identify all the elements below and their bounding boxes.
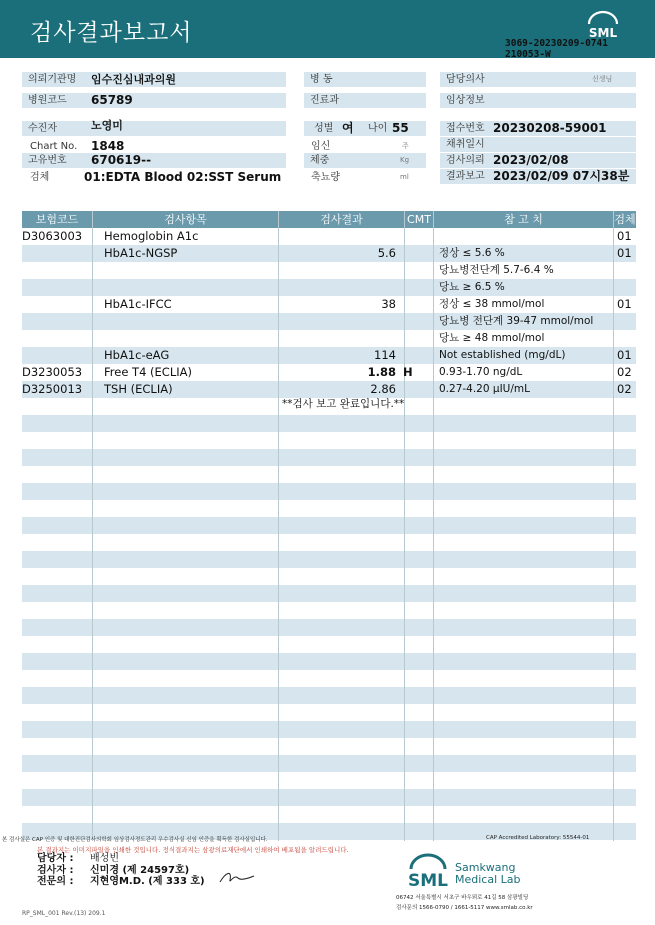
hospital-code-value: 65789 bbox=[91, 93, 133, 107]
cell-result: 38 bbox=[381, 297, 396, 311]
cell-code: D3063003 bbox=[22, 229, 83, 243]
lab-name: Samkwang Medical Lab bbox=[455, 861, 521, 886]
sml-footer-logo-icon bbox=[404, 852, 452, 892]
cell-item: HbA1c-NGSP bbox=[104, 246, 178, 260]
cell-specimen: 01 bbox=[617, 348, 632, 362]
report-id: 3069-20230209-0741 210053-W bbox=[505, 38, 608, 60]
pregnancy-label: 임신 bbox=[311, 141, 331, 152]
receipt-row: 접수번호 bbox=[440, 121, 636, 136]
cell-reference: 당뇨병 전단계 39-47 mmol/mol bbox=[439, 315, 594, 327]
id-value: 670619-- bbox=[91, 153, 152, 167]
chart-label: Chart No. bbox=[30, 141, 78, 152]
id-row: 고유번호 bbox=[22, 153, 286, 168]
table-stripe bbox=[22, 619, 636, 636]
age-label: 나이 bbox=[368, 123, 388, 134]
column-divider bbox=[404, 211, 405, 841]
specialist-value: 지현영M.D. (제 333 호) bbox=[90, 876, 205, 887]
table-stripe bbox=[22, 449, 636, 466]
cell-specimen: 01 bbox=[617, 246, 632, 260]
cell-result: 114 bbox=[374, 348, 396, 362]
hospital-code-row: 병원코드 bbox=[22, 93, 286, 108]
cell-flag: H bbox=[403, 365, 413, 379]
table-stripe bbox=[22, 755, 636, 772]
receipt-value: 20230208-59001 bbox=[493, 121, 607, 135]
cell-item: HbA1c-eAG bbox=[104, 348, 170, 362]
image-copy-warning: 본 결과지는 이미지파일을 인쇄한 것입니다. 정식결과지는 삼광의료재단에서 인쇄하여 배포됨을 알려드립니다. bbox=[37, 846, 349, 854]
lab-address: 06742 서울특별시 서초구 바우뫼로 41길 58 삼광빌딩 bbox=[396, 895, 529, 901]
cell-reference: 당뇨 ≥ 6.5 % bbox=[439, 281, 505, 293]
col-header-specimen: 검체 bbox=[614, 213, 636, 226]
cell-item: TSH (ECLIA) bbox=[104, 382, 173, 396]
institution-row: 의뢰기관명 bbox=[22, 72, 286, 87]
table-stripe bbox=[22, 653, 636, 670]
report-complete-message: **검사 보고 완료입니다.** bbox=[282, 398, 405, 410]
cell-code: D3230053 bbox=[22, 365, 83, 379]
report-date-value: 2023/02/09 07시38분 bbox=[493, 169, 630, 183]
form-code: RP_SML_001 Rev.(13) 209.1 bbox=[22, 910, 106, 917]
svg-text:SML: SML bbox=[588, 26, 618, 40]
lab-contact: 검사문의 1566-0790 / 1661-5117 www.smlab.co.kr bbox=[396, 905, 533, 911]
cell-item: Hemoglobin A1c bbox=[104, 229, 199, 243]
certification-note: 본 검사실은 CAP 인증 및 대한진단검사의학회 임상검사정도관리 우수검사실 신임 인증을 획득한 검사실입니다. bbox=[2, 837, 268, 843]
col-header-code: 보험코드 bbox=[22, 211, 92, 228]
department-label: 진료과 bbox=[304, 93, 426, 108]
table-stripe bbox=[22, 687, 636, 704]
col-header-reference: 참 고 치 bbox=[434, 211, 613, 228]
report-date-row: 결과보고 bbox=[440, 169, 636, 184]
signature-icon bbox=[218, 868, 258, 886]
cell-reference: 0.27-4.20 μIU/mL bbox=[439, 383, 530, 395]
chart-value: 1848 bbox=[91, 139, 125, 153]
specimen-value: 01:EDTA Blood 02:SST Serum bbox=[84, 170, 282, 184]
cell-code: D3250013 bbox=[22, 382, 83, 396]
age-value: 55 bbox=[392, 121, 409, 135]
cell-result: 1.88 bbox=[367, 365, 396, 379]
examiner-value: 신미경 (제 24597호) bbox=[90, 865, 190, 876]
col-header-cmt: CMT bbox=[405, 211, 433, 228]
patient-row: 수진자 bbox=[22, 121, 286, 136]
collection-row: 채취일시 bbox=[440, 137, 636, 152]
cell-reference: 0.93-1.70 ng/dL bbox=[439, 366, 523, 378]
column-divider bbox=[92, 211, 93, 841]
cell-specimen: 01 bbox=[617, 229, 632, 243]
table-stripe bbox=[22, 415, 636, 432]
cell-item: HbA1c-IFCC bbox=[104, 297, 172, 311]
cell-result: 5.6 bbox=[377, 246, 396, 260]
report-title: 검사결과보고서 bbox=[30, 20, 193, 46]
weight-row: 체중 bbox=[304, 153, 426, 168]
doctor-suffix: 선생님 bbox=[592, 75, 613, 83]
table-stripe bbox=[22, 585, 636, 602]
table-stripe bbox=[22, 551, 636, 568]
cell-specimen: 01 bbox=[617, 297, 632, 311]
patient-name: 노영미 bbox=[91, 119, 123, 132]
request-date-value: 2023/02/08 bbox=[493, 153, 569, 167]
table-stripe bbox=[22, 279, 636, 296]
urine-label: 축뇨량 bbox=[311, 172, 340, 183]
cell-reference: 정상 ≤ 38 mmol/mol bbox=[439, 298, 545, 310]
specialist-label: 전문의 : bbox=[37, 876, 74, 887]
clinical-info-label: 임상정보 bbox=[440, 93, 636, 108]
examiner-label: 검사자 : bbox=[37, 865, 74, 876]
column-divider bbox=[433, 211, 434, 841]
table-stripe bbox=[22, 789, 636, 806]
specimen-label: 검체 bbox=[30, 172, 50, 183]
request-date-row: 검사의뢰 bbox=[440, 153, 636, 168]
cap-accreditation: CAP Accredited Laboratory: 55544-01 bbox=[486, 835, 590, 841]
table-stripe bbox=[22, 483, 636, 500]
svg-text:SML: SML bbox=[408, 871, 448, 891]
sex-value: 여 bbox=[342, 121, 354, 135]
cell-reference: 정상 ≤ 5.6 % bbox=[439, 247, 505, 259]
urine-unit: ml bbox=[400, 173, 409, 181]
table-stripe bbox=[22, 721, 636, 738]
reporter-value: 배성빈 bbox=[90, 853, 119, 864]
doctor-row: 담당의사 bbox=[440, 72, 636, 87]
column-divider bbox=[613, 211, 614, 841]
cell-result: 2.86 bbox=[370, 382, 396, 396]
cell-specimen: 02 bbox=[617, 365, 632, 379]
cell-reference: 당뇨 ≥ 48 mmol/mol bbox=[439, 332, 545, 344]
table-stripe bbox=[22, 517, 636, 534]
cell-reference: 당뇨병전단계 5.7-6.4 % bbox=[439, 264, 554, 276]
ward-label: 병 동 bbox=[304, 72, 426, 87]
cell-item: Free T4 (ECLIA) bbox=[104, 365, 192, 379]
col-header-result: 검사결과 bbox=[279, 211, 404, 228]
weight-unit: Kg bbox=[400, 156, 410, 164]
reporter-label: 담당자 : bbox=[37, 853, 74, 864]
institution-value: 임수진심내과의원 bbox=[91, 73, 177, 86]
cell-specimen: 02 bbox=[617, 382, 632, 396]
pregnancy-unit: 주 bbox=[402, 142, 409, 150]
sex-row: 성별 bbox=[304, 121, 426, 136]
col-header-item: 검사항목 bbox=[93, 211, 278, 228]
cell-reference: Not established (mg/dL) bbox=[439, 349, 566, 361]
